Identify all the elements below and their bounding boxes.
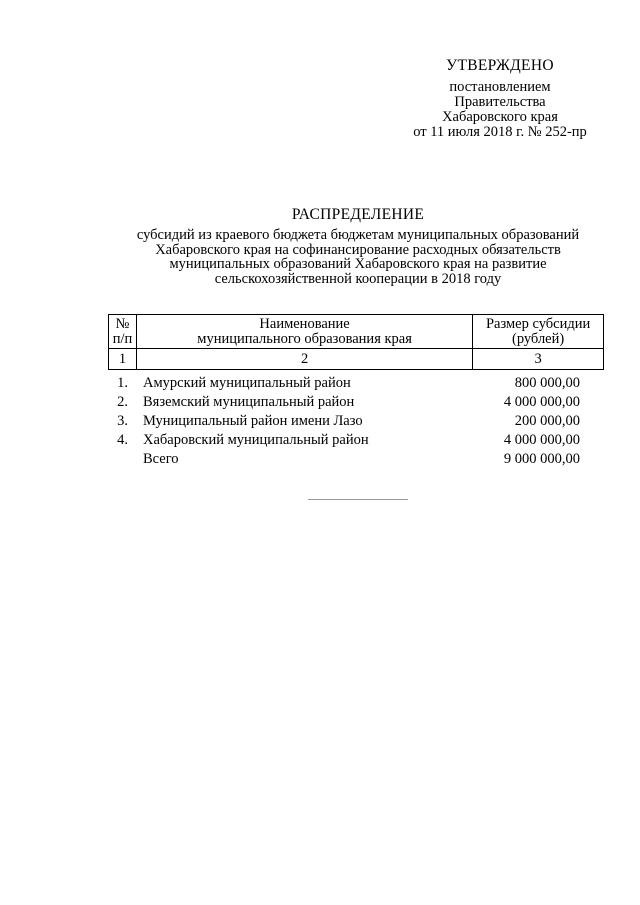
document-title: РАСПРЕДЕЛЕНИЕ: [291, 206, 425, 223]
total-amount: 9 000 000,00: [503, 451, 580, 467]
approval-line-1: постановлением: [449, 79, 551, 95]
row-number: 2.: [117, 394, 128, 410]
subtitle-line-4: сельскохозяйственной кооперации в 2018 году: [214, 270, 502, 287]
table-row: [108, 393, 604, 412]
row-amount: 800 000,00: [514, 375, 580, 391]
header-num-line-2: п/п: [112, 330, 133, 347]
row-amount: 4 000 000,00: [503, 394, 580, 410]
row-amount: 4 000 000,00: [503, 432, 580, 448]
row-number: 1.: [117, 375, 128, 391]
table-header: [108, 314, 604, 370]
approval-line-4: от 11 июля 2018 г. № 252-пр: [413, 124, 587, 140]
subtitle-line-1: субсидий из краевого бюджета бюджетам муниципальных образований: [136, 227, 580, 243]
row-name: Муниципальный район имени Лазо: [143, 413, 363, 429]
header-amount-line-1: Размер субсидии: [485, 315, 591, 332]
subtitle-line-2: Хабаровского края на софинансирование расходных обязательств: [155, 241, 561, 258]
header-name-line-1: Наименование: [259, 315, 350, 332]
approval-stamp: [400, 58, 600, 140]
row-name: Амурский муниципальный район: [143, 375, 351, 391]
column-number-2: 2: [136, 349, 472, 370]
table-row: [108, 412, 604, 431]
row-amount: 200 000,00: [514, 413, 580, 429]
row-name: Хабаровский муниципальный район: [143, 432, 369, 448]
row-name: Вяземский муниципальный район: [143, 394, 355, 410]
approval-line-2: Правительства: [454, 94, 546, 110]
column-number-row: [109, 349, 604, 370]
table-row: [108, 431, 604, 450]
header-row: [109, 315, 604, 349]
document-subtitle: [100, 228, 616, 286]
end-divider: [308, 499, 408, 500]
header-num: [109, 315, 137, 349]
subtitle-line-3: муниципальных образований Хабаровского края на развитие: [169, 256, 547, 272]
row-number: 4.: [117, 432, 128, 448]
header-amount-line-2: (рублей): [511, 330, 565, 347]
header-name-line-2: муниципального образования края: [197, 330, 412, 347]
approval-line-3: Хабаровского края: [442, 109, 558, 125]
column-number-1: 1: [109, 349, 137, 370]
header-num-line-1: №: [115, 315, 130, 332]
total-row: [108, 450, 604, 469]
header-name: [136, 315, 472, 349]
total-label: Всего: [143, 451, 179, 467]
approval-heading: УТВЕРЖДЕНО: [446, 57, 554, 74]
header-amount: [473, 315, 604, 349]
table-body: [108, 374, 604, 469]
row-number: 3.: [117, 413, 128, 429]
table-row: [108, 374, 604, 393]
column-number-3: 3: [473, 349, 604, 370]
